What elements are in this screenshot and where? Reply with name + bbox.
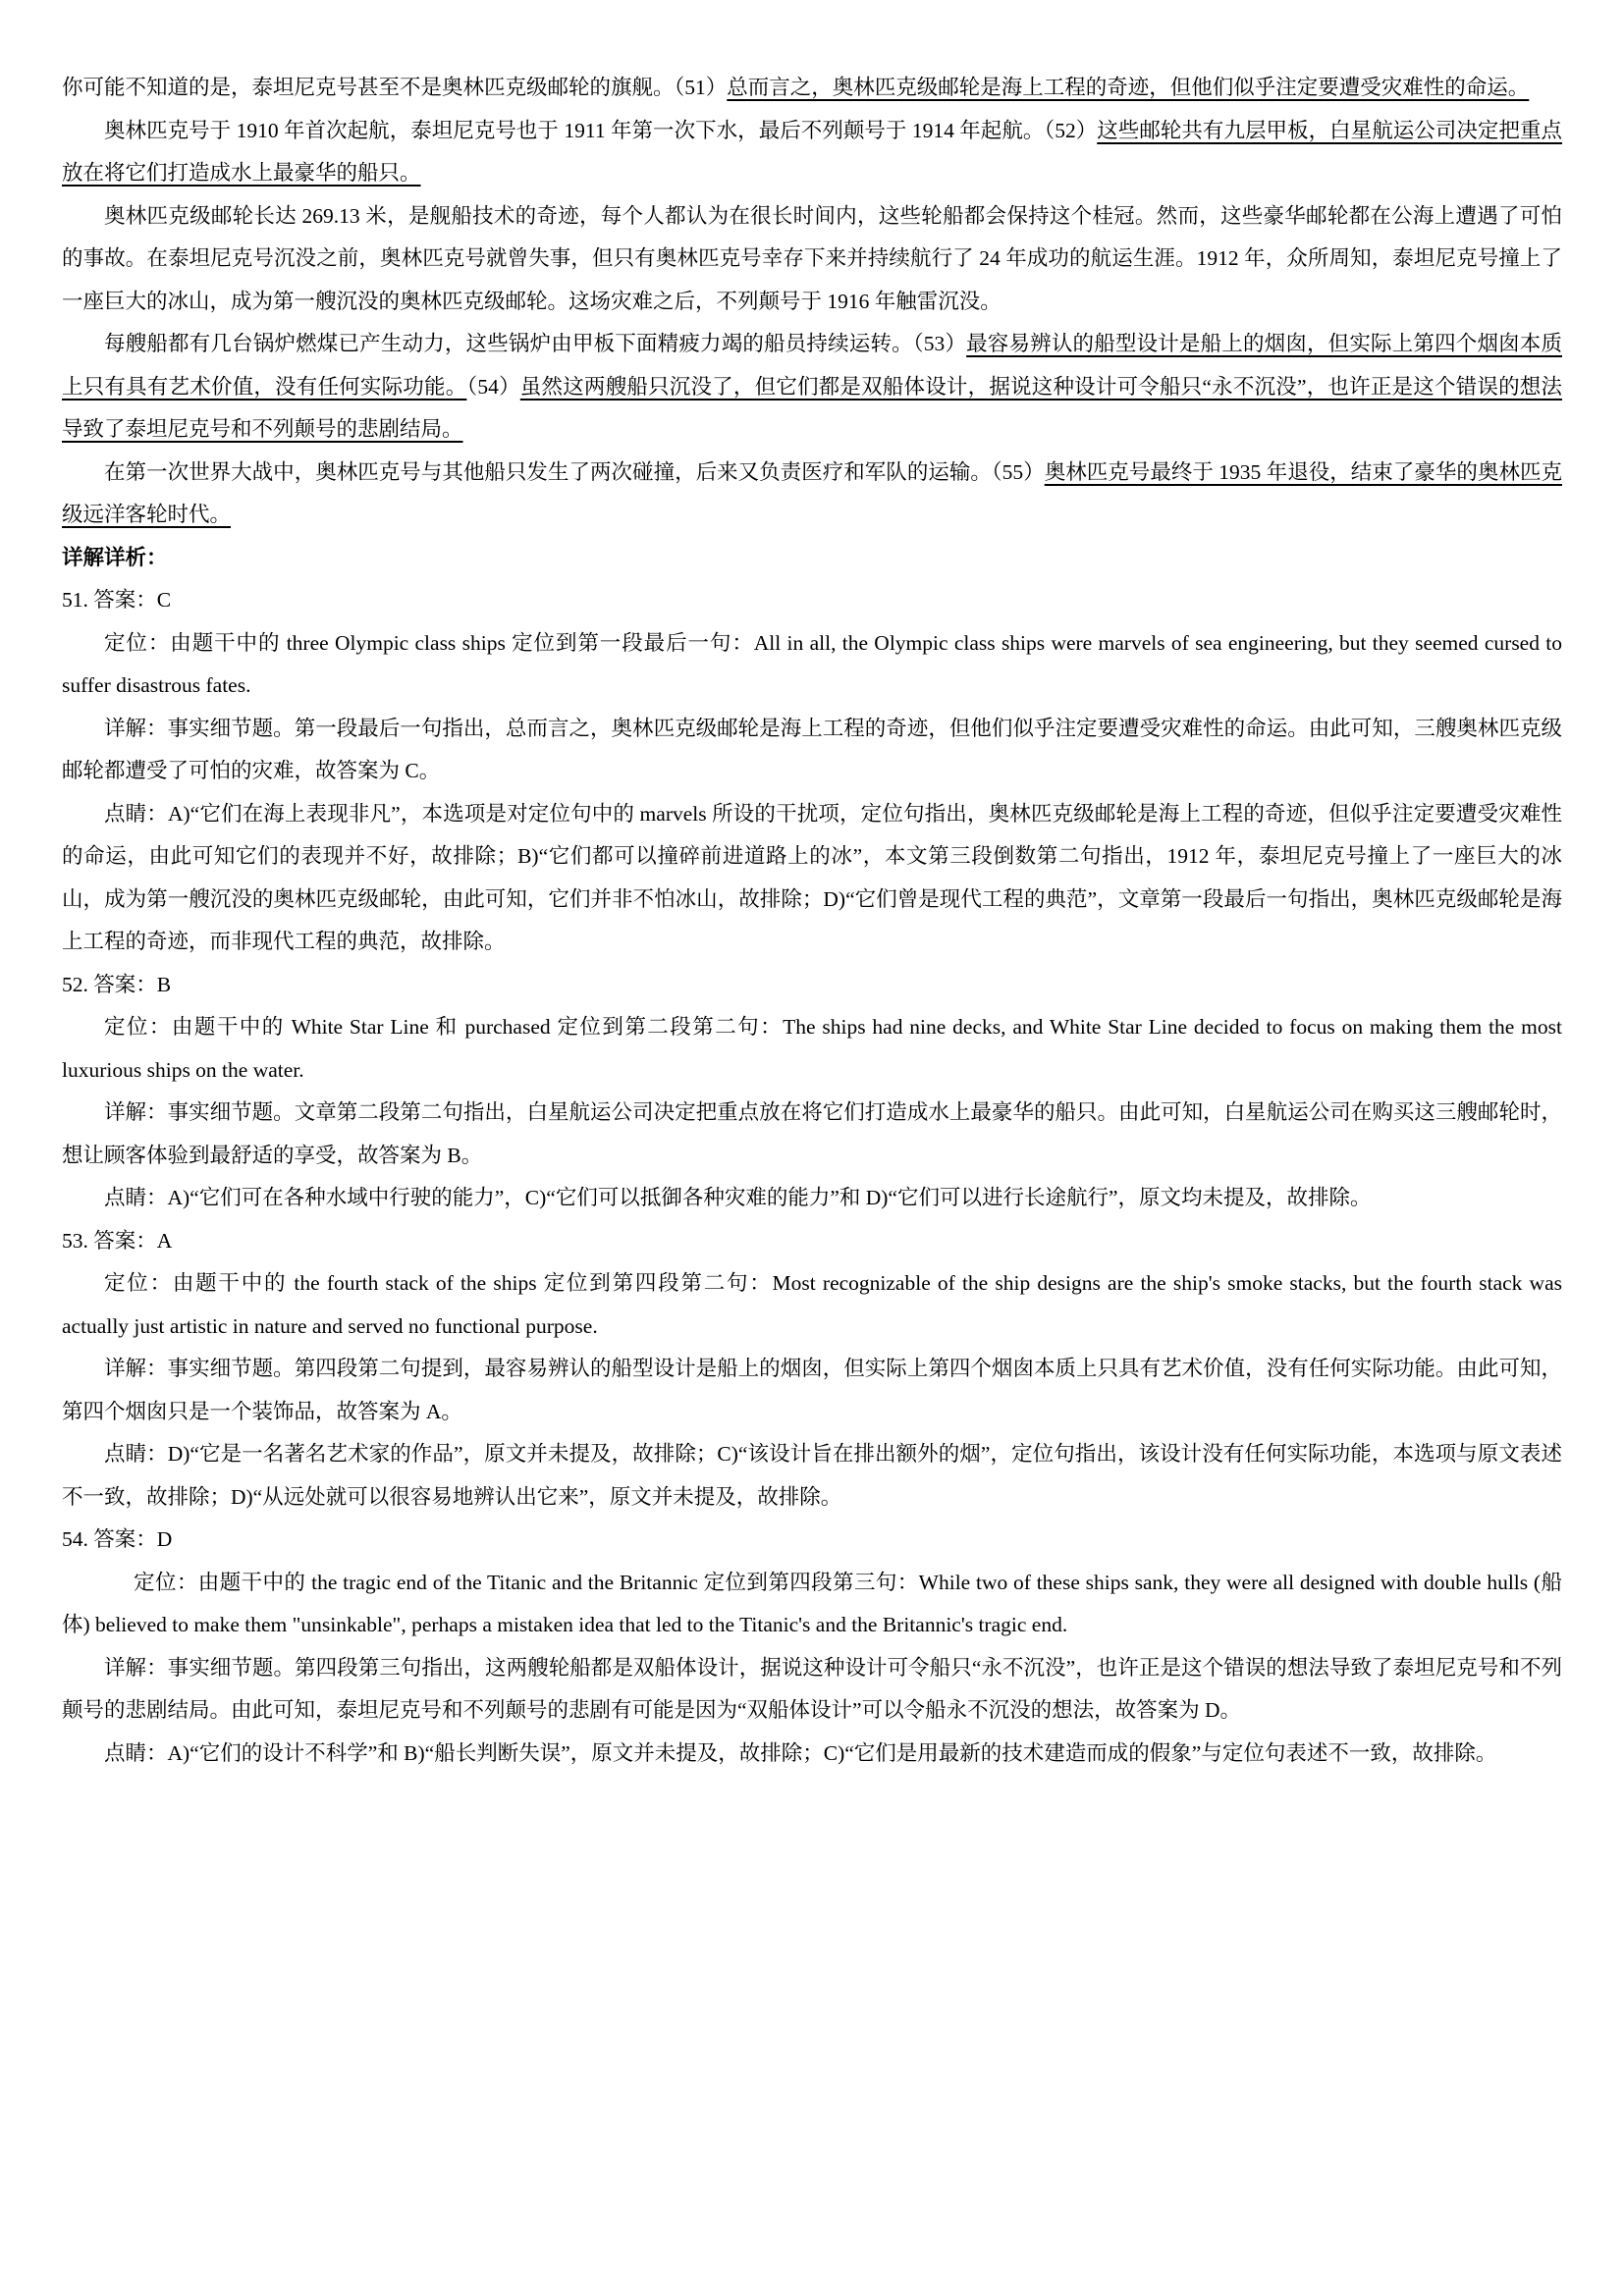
q53-tips-paragraph: 点睛：D)“它是一名著名艺术家的作品”，原文并未提及，故排除；C)“该设计旨在排出额外的烟”，定位句指出，该设计没有任何实际功能，本选项与原文表述不一致，故排除；D)“从远处就可以很容易地辨认出它来”，原文并未提及，故排除。 <box>62 1442 1562 1509</box>
q53-detail-paragraph: 详解：事实细节题。第四段第二句提到，最容易辨认的船型设计是船上的烟囱，但实际上第四个烟囱本质上只具有艺术价值，没有任何实际功能。由此可知，第四个烟囱只是一个装饰品，故答案为 A。 <box>62 1357 1562 1423</box>
q52-detail-paragraph: 详解：事实细节题。文章第二段第二句指出，白星航运公司决定把重点放在将它们打造成水上最豪华的船只。由此可知，白星航运公司在购买这三艘邮轮时，想让顾客体验到最舒适的享受，故答案为 B。 <box>62 1100 1562 1167</box>
analysis-heading: 详解详析： <box>62 545 168 569</box>
passage-paragraph-4 <box>62 323 1562 452</box>
passage-paragraph-3 <box>62 195 1562 324</box>
q54-detail-paragraph: 详解：事实细节题。第四段第三句指出，这两艘轮船都是双船体设计，据说这种设计可令船只“永不沉没”，也许正是这个错误的想法导致了泰坦尼克号和不列颠号的悲剧结局。由此可知，泰坦尼克号和不列颠号的悲剧有可能是因为“双船体设计”可以令船永不沉没的想法，故答案为 D。 <box>62 1655 1562 1722</box>
answer-line-51: 51. 答案：C <box>62 588 172 612</box>
passage-text: 你可能不知道的是，泰坦尼克号甚至不是奥林匹克级邮轮的旗舰。（51） <box>62 76 728 99</box>
underlined-sentence-55: 奥林匹克号最终于 1935 年退役，结束了豪华的奥林匹克级远洋客轮时代。 <box>62 459 1562 526</box>
q54-locate-paragraph: 定位：由题干中的 the tragic end of the Titanic and the Britannic 定位到第四段第三句：While two of these ships sank, they were all designed with double hulls (船体) believed to make them "unsinkable", perhaps a mistaken idea that led to the Titanic's and the Britannic's tragic end. <box>62 1570 1562 1636</box>
passage-translation <box>62 67 1562 537</box>
passage-text: （54） <box>466 374 520 399</box>
q51-tips-paragraph: 点睛：A)“它们在海上表现非凡”，本选项是对定位句中的 marvels 所设的干扰项，定位句指出，奥林匹克级邮轮是海上工程的奇迹，但似乎注定要遭受灾难性的命运，由此可知它们的表现并不好，故排除；B)“它们都可以撞碎前进道路上的冰”，本文第三段倒数第二句指出，1912 年，泰坦尼克号撞上了一座巨大的冰山，成为第一艘沉没的奥林匹克级邮轮，由此可知，它们并非不怕冰山，故排除；D)“它们曾是现代工程的典范”，文章第一段最后一句指出，奥林匹克级邮轮是海上工程的奇迹，而非现代工程的典范，故排除。 <box>62 801 1562 953</box>
q54-tips-paragraph: 点睛：A)“它们的设计不科学”和 B)“船长判断失误”，原文并未提及，故排除；C)“它们是用最新的技术建造而成的假象”与定位句表述不一致，故排除。 <box>104 1740 1497 1765</box>
underlined-sentence-51: 总而言之，奥林匹克级邮轮是海上工程的奇迹，但他们似乎注定要遭受灾难性的命运。 <box>727 76 1530 99</box>
q53-locate-paragraph: 定位：由题干中的 the fourth stack of the ships 定位到第四段第二句：Most recognizable of the ship designs are the ship's smoke stacks, but the fourth stack was actually just artistic in nature and served no functional purpose. <box>62 1271 1562 1338</box>
q51-locate-paragraph: 定位：由题干中的 three Olympic class ships 定位到第一段最后一句：All in all, the Olympic class ships were marvels of sea engineering, but they seemed cursed to suffer disastrous fates. <box>62 630 1562 697</box>
passage-text: 在第一次世界大战中，奥林匹克号与其他船只发生了两次碰撞，后来又负责医疗和军队的运输。（55） <box>104 459 1045 484</box>
passage-text: 每艘船都有几台锅炉燃煤已产生动力，这些锅炉由甲板下面精疲力竭的船员持续运转。（53） <box>104 332 967 355</box>
answer-line-54: 54. 答案：D <box>62 1527 173 1551</box>
underlined-sentence-54: 虽然这两艘船只沉没了，但它们都是双船体设计，据说这种设计可令船只“永不沉没”，也许正是这个错误的想法导致了泰坦尼克号和不列颠号的悲剧结局。 <box>62 374 1562 441</box>
passage-paragraph-5 <box>62 452 1562 537</box>
q51-detail-paragraph: 详解：事实细节题。第一段最后一句指出，总而言之，奥林匹克级邮轮是海上工程的奇迹，但他们似乎注定要遭受灾难性的命运。由此可知，三艘奥林匹克级邮轮都遭受了可怕的灾难，故答案为 C。 <box>62 716 1562 782</box>
analysis-section <box>62 537 1562 1776</box>
answer-line-53: 53. 答案：A <box>62 1228 173 1253</box>
passage-paragraph-1 <box>62 67 1562 110</box>
passage-text: 奥林匹克号于 1910 年首次起航，泰坦尼克号也于 1911 年第一次下水，最后不列颠号于 1914 年起航。（52） <box>104 118 1098 142</box>
underlined-sentence-52: 这些邮轮共有九层甲板，白星航运公司决定把重点放在将它们打造成水上最豪华的船只。 <box>62 118 1562 185</box>
q52-tips-paragraph: 点睛：A)“它们可在各种水域中行驶的能力”，C)“它们可以抵御各种灾难的能力”和 D)“它们可以进行长途航行”，原文均未提及，故排除。 <box>104 1186 1372 1209</box>
underlined-sentence-53: 最容易辨认的船型设计是船上的烟囱，但实际上第四个烟囱本质上只有具有艺术价值，没有任何实际功能。 <box>62 332 1562 399</box>
q52-locate-paragraph: 定位：由题干中的 White Star Line 和 purchased 定位到第二段第二句：The ships had nine decks, and White Star Line decided to focus on making them the most luxurious ships on the water. <box>62 1015 1562 1082</box>
passage-paragraph-2 <box>62 110 1562 195</box>
answer-line-52: 52. 答案：B <box>62 972 172 996</box>
passage-text: 奥林匹克级邮轮长达 269.13 米，是舰船技术的奇迹，每个人都认为在很长时间内，这些轮船都会保持这个桂冠。然而，这些豪华邮轮都在公海上遭遇了可怕的事故。在泰坦尼克号沉没之前，奥林匹克号就曾失事，但只有奥林匹克号幸存下来并持续航行了 24 年成功的航运生涯。1912 年，众所周知，泰坦尼克号撞上了一座巨大的冰山，成为第一艘沉没的奥林匹克级邮轮。这场灾难之后，不列颠号于 1916 年触雷沉没。 <box>62 203 1562 313</box>
